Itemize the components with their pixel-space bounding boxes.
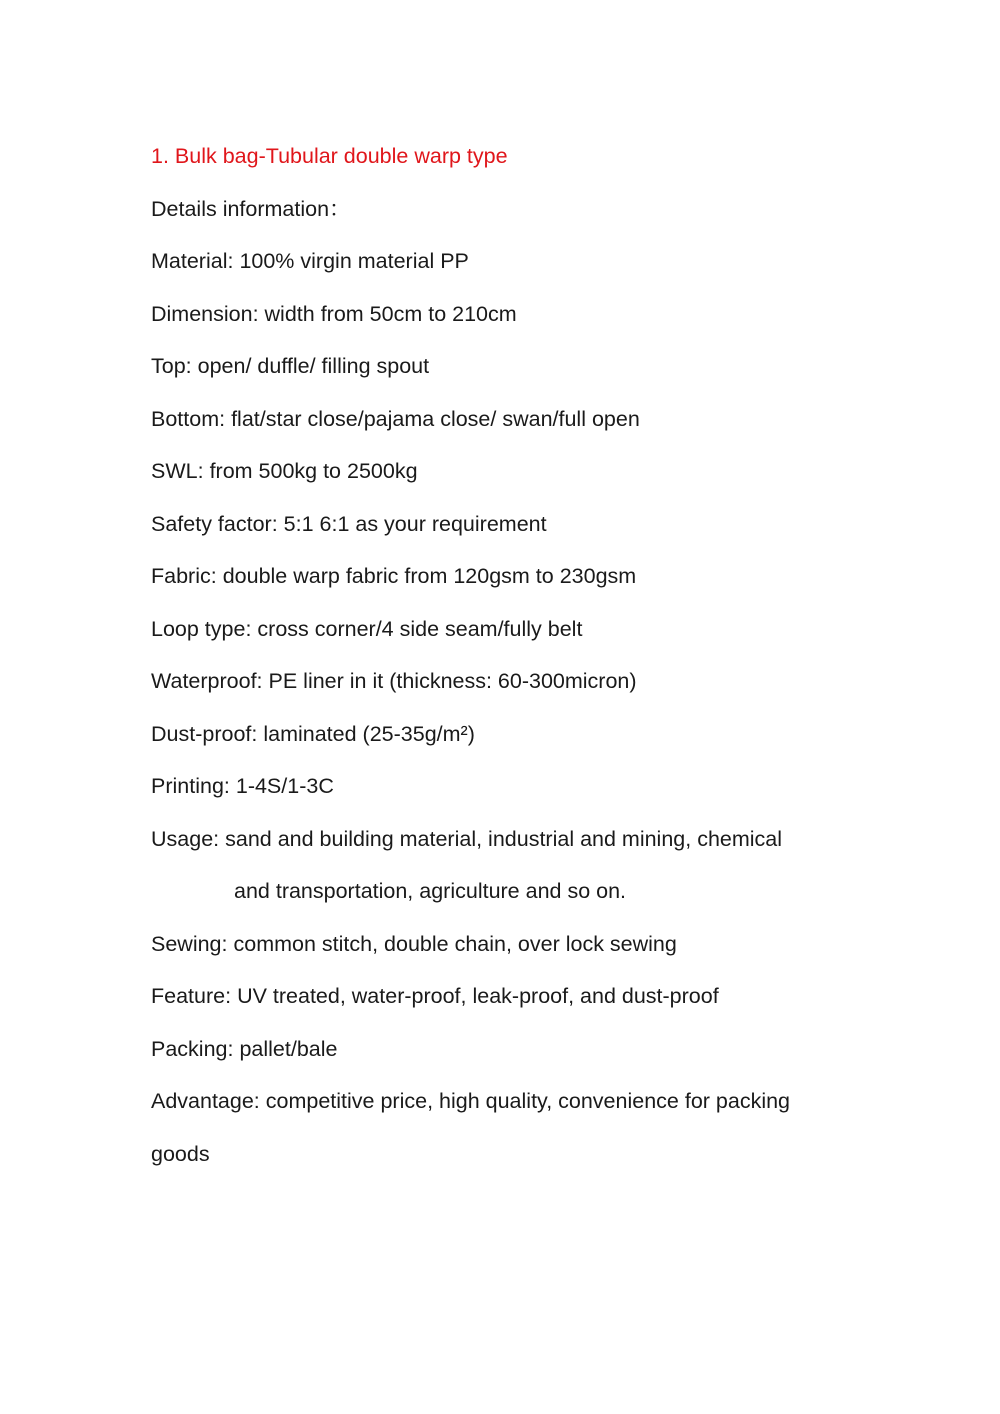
spec-label: Printing: — [151, 774, 230, 798]
spec-value: from 500kg to 2500kg — [209, 459, 418, 483]
spec-dimension — [151, 288, 871, 341]
spec-label: Loop type: — [151, 616, 252, 641]
spec-value: cross corner/4 side seam/fully belt — [257, 616, 583, 641]
spec-feature — [151, 970, 871, 1023]
spec-label: Feature: — [151, 984, 232, 1008]
spec-value: competitive price, high quality, convenience for packing — [265, 1089, 791, 1113]
spec-value: UV treated, water-proof, leak-proof, and dust-proof — [237, 984, 719, 1008]
spec-sewing — [151, 918, 871, 971]
spec-dust-proof — [151, 708, 871, 761]
spec-label: SWL: — [151, 459, 204, 483]
spec-value: 5:1 6:1 as your requirement — [283, 511, 547, 536]
spec-advantage-continued — [151, 1128, 871, 1181]
spec-value: open/ duffle/ filling spout — [197, 354, 430, 378]
spec-value: pallet/bale — [239, 1036, 338, 1061]
spec-label: Fabric: — [151, 564, 217, 588]
spec-usage-continued — [151, 865, 871, 918]
spec-value: common stitch, double chain, over lock sewing — [233, 931, 677, 956]
product-title: 1. Bulk bag-Tubular double warp type — [151, 144, 508, 168]
spec-label: Material: — [151, 249, 234, 273]
spec-label: Advantage: — [151, 1089, 260, 1113]
spec-value: PE liner in it (thickness: 60-300micron) — [268, 669, 637, 693]
spec-bottom — [151, 393, 871, 446]
spec-label: Top: — [151, 354, 192, 378]
spec-label: Waterproof: — [151, 669, 263, 693]
spec-value: and transportation, agriculture and so on. — [234, 879, 627, 903]
spec-label: Bottom: — [151, 406, 226, 431]
spec-label: Packing: — [151, 1036, 234, 1061]
spec-value: goods — [151, 1141, 210, 1166]
spec-label: Usage: — [151, 826, 220, 851]
spec-advantage — [151, 1075, 871, 1128]
spec-packing — [151, 1023, 871, 1076]
spec-usage — [151, 813, 871, 866]
spec-value: laminated (25-35g/m²) — [263, 721, 475, 746]
spec-value: 1-4S/1-3C — [235, 774, 334, 798]
product-details — [151, 130, 871, 1180]
spec-label: Dimension: — [151, 301, 259, 326]
spec-top — [151, 340, 871, 393]
spec-printing — [151, 760, 871, 813]
spec-value: 100% virgin material PP — [239, 249, 469, 273]
spec-label: Dust-proof: — [151, 721, 258, 746]
spec-safety-factor — [151, 498, 871, 551]
spec-value: double warp fabric from 120gsm to 230gsm — [222, 564, 637, 588]
spec-value: sand and building material, industrial and mining, chemical — [225, 826, 783, 851]
spec-label: Sewing: — [151, 931, 228, 956]
spec-label: Safety factor: — [151, 511, 278, 536]
spec-loop-type — [151, 603, 871, 656]
spec-swl — [151, 445, 871, 498]
spec-fabric — [151, 550, 871, 603]
spec-material — [151, 235, 871, 288]
details-heading: Details information： — [151, 196, 351, 221]
spec-waterproof — [151, 655, 871, 708]
spec-value: width from 50cm to 210cm — [264, 301, 517, 326]
spec-value: flat/star close/pajama close/ swan/full open — [231, 406, 640, 431]
